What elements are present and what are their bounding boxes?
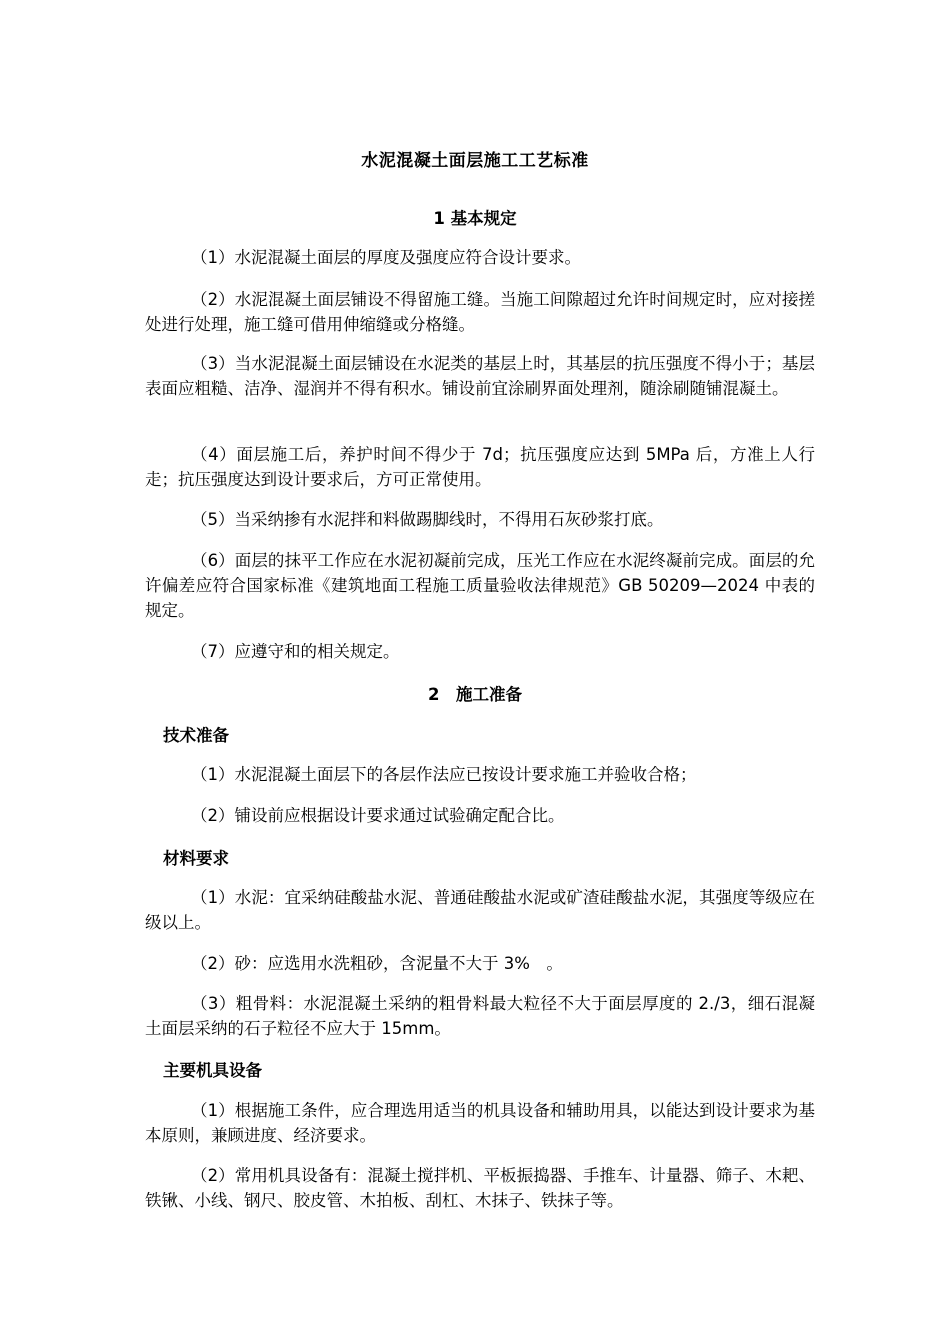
- subheading-main-equipment: 主要机具设备: [163, 1061, 262, 1080]
- paragraph: （1）水泥混凝土面层的厚度及强度应符合设计要求。: [191, 248, 581, 267]
- subheading-technical-preparation: 技术准备: [163, 726, 229, 745]
- paragraph: （4）面层施工后，养护时间不得少于 7d；抗压强度应达到 5MPa 后，方准上人行走；抗压强度达到设计要求后，方可正常使用。: [145, 445, 815, 489]
- paragraph: （2）水泥混凝土面层铺设不得留施工缝。当施工间隙超过允许时间规定时，应对接搓处进行处理，施工缝可借用伸缩缝或分格缝。: [145, 290, 815, 334]
- document-title: 水泥混凝土面层施工工艺标准: [361, 151, 589, 171]
- paragraph: （2）常用机具设备有：混凝土搅拌机、平板振捣器、手推车、计量器、筛子、木耙、铁锹、小线、钢尺、胶皮管、木拍板、刮杠、木抹子、铁抹子等。: [145, 1166, 815, 1210]
- paragraph: （1）水泥：宜采纳硅酸盐水泥、普通硅酸盐水泥或矿渣硅酸盐水泥，其强度等级应在级以上。: [145, 888, 815, 932]
- paragraph: （3）当水泥混凝土面层铺设在水泥类的基层上时，其基层的抗压强度不得小于；基层表面应粗糙、洁净、湿润并不得有积水。铺设前宜涂刷界面处理剂，随涂刷随铺混凝土。: [145, 354, 815, 398]
- paragraph: （3）粗骨料：水泥混凝土采纳的粗骨料最大粒径不大于面层厚度的 2./3，细石混凝土面层采纳的石子粒径不应大于 15mm。: [145, 994, 815, 1038]
- subheading-material-requirements: 材料要求: [163, 849, 229, 868]
- paragraph: （2）砂：应选用水洗粗砂，含泥量不大于 3% 。: [191, 954, 563, 973]
- paragraph: （1）根据施工条件，应合理选用适当的机具设备和辅助用具，以能达到设计要求为基本原则，兼顾进度、经济要求。: [145, 1101, 815, 1145]
- section-heading-basic-rules: 1 基本规定: [433, 209, 517, 228]
- paragraph: （7）应遵守和的相关规定。: [191, 642, 400, 661]
- paragraph: （5）当采纳掺有水泥拌和料做踢脚线时，不得用石灰砂浆打底。: [191, 510, 664, 529]
- paragraph: （2）铺设前应根据设计要求通过试验确定配合比。: [191, 806, 565, 825]
- paragraph: （6）面层的抹平工作应在水泥初凝前完成，压光工作应在水泥终凝前完成。面层的允许偏差应符合国家标准《建筑地面工程施工质量验收法律规范》GB 50209—2024 中表的规定。: [145, 551, 815, 620]
- paragraph: （1）水泥混凝土面层下的各层作法应已按设计要求施工并验收合格；: [191, 765, 697, 784]
- section-heading-preparation: 2 施工准备: [428, 685, 522, 704]
